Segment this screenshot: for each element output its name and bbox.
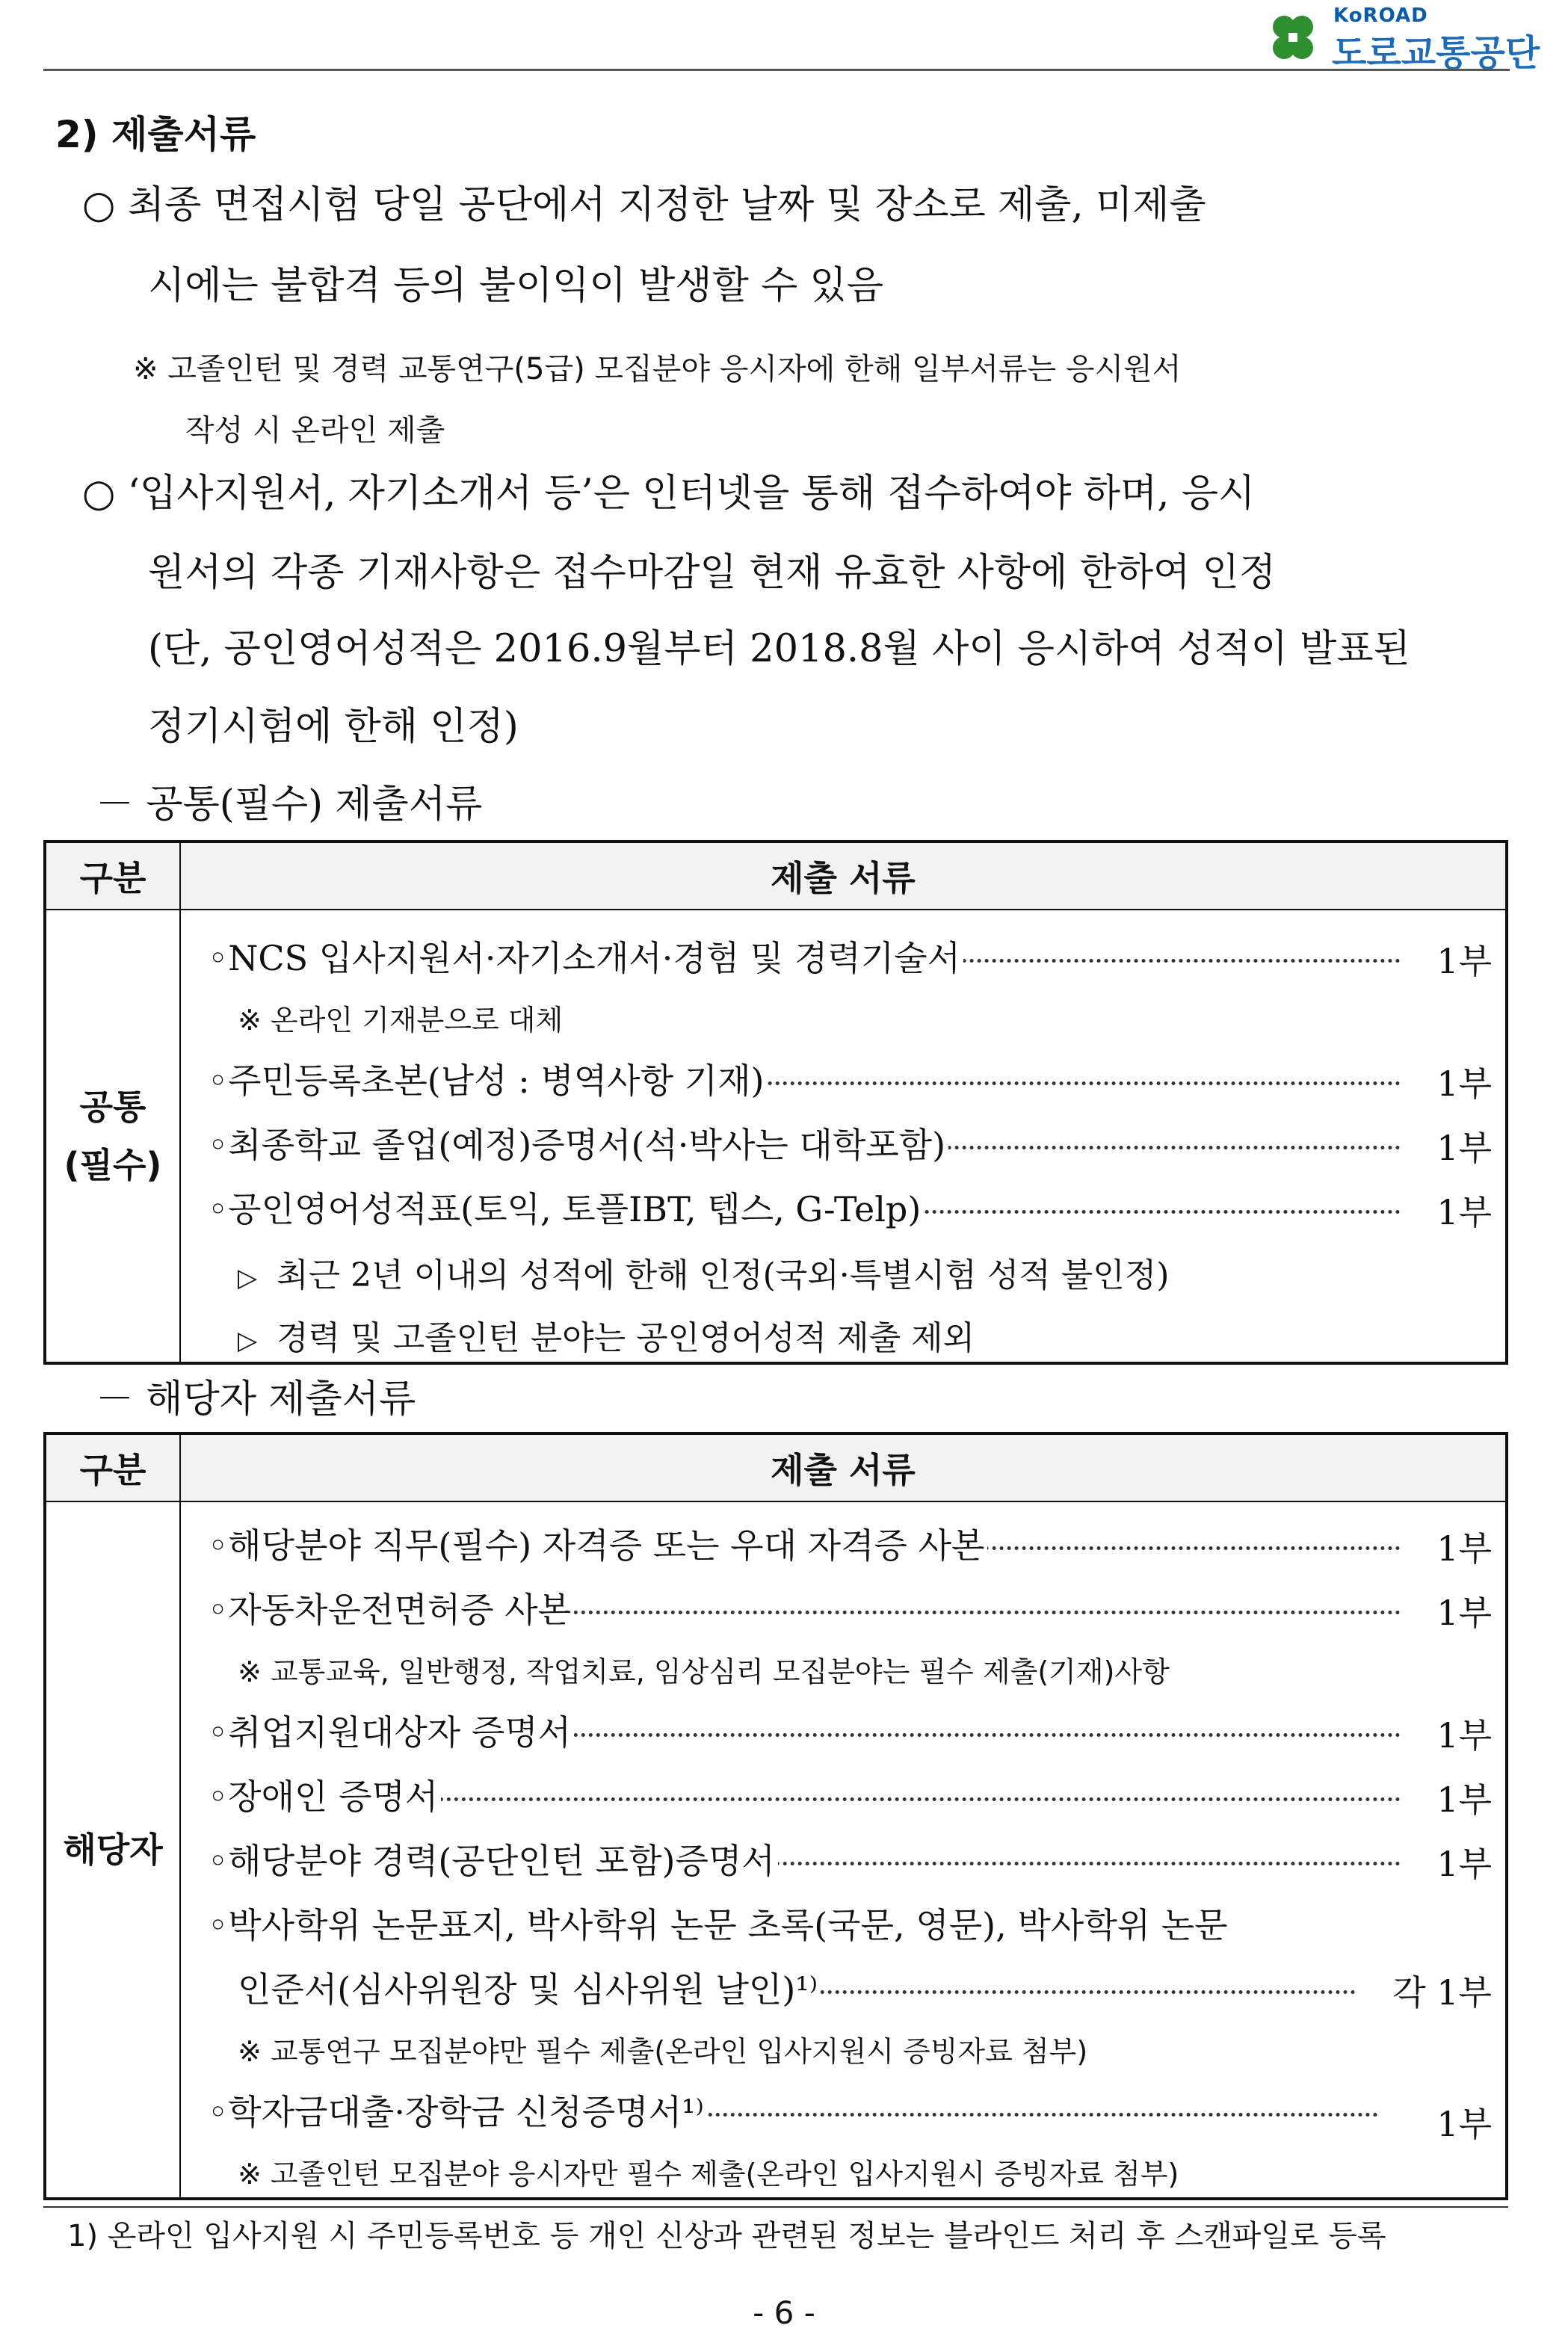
doc-item-qty: 각 1부 — [1392, 1972, 1492, 2013]
doc-item-label: ◦해당분야 직무(필수) 자격증 또는 우대 자격증 사본 — [208, 1525, 987, 1566]
doc-item-label: ◦최종학교 졸업(예정)증명서(석·박사는 대학포함) — [208, 1125, 948, 1165]
doc-item: ◦박사학위 논문표지, 박사학위 논문 초록(국문, 영문), 박사학위 논문 — [208, 1905, 1228, 1945]
relevant-items — [180, 1501, 1507, 2199]
doc-note: ※ 교통교육, 일반행정, 작업치료, 임상심리 모집분야는 필수 제출(기재)사항 — [238, 1655, 1170, 1688]
bullet1-line1: ○ 최종 면접시험 당일 공단에서 지정한 날짜 및 장소로 제출, 미제출 — [82, 183, 1206, 227]
footnote-rule — [43, 2206, 1508, 2208]
footnote: 1) 온라인 입사지원 시 주민등록번호 등 개인 신상과 관련된 정보는 블라인드 처리 후 스캔파일로 등록 — [67, 2219, 1386, 2253]
doc-item — [181, 1572, 1505, 1637]
logo-brand-text: KoROAD — [1333, 4, 1428, 27]
doc-item — [181, 1759, 1505, 1824]
logo-org-name: 도로교통공단 — [1332, 32, 1540, 74]
page-number: - 6 - — [753, 2294, 815, 2331]
common-items — [180, 910, 1507, 1363]
doc-item-label: ◦공인영어성적표(토익, 토플IBT, 텝스, G-Telp) — [208, 1189, 924, 1229]
common-docs-table — [43, 840, 1508, 1365]
header-rule — [43, 69, 1510, 71]
doc-item — [181, 2075, 1505, 2144]
doc-note: ※ 교통연구 모집분야만 필수 제출(온라인 입사지원시 증빙자료 첨부) — [238, 2035, 1088, 2068]
triangle-bullet-icon: ▷ — [238, 1326, 258, 1356]
doc-item-qty: 1부 — [1436, 1192, 1492, 1232]
doc-item — [181, 1043, 1505, 1108]
bullet2-line4: 정기시험에 한해 인정) — [148, 705, 519, 749]
doc-item — [181, 1172, 1505, 1236]
doc-item — [181, 1108, 1505, 1172]
doc-item-qty: 1부 — [1436, 941, 1492, 981]
category-common — [45, 910, 180, 1363]
col-category-header: 구분 — [45, 1433, 180, 1501]
doc-item-label: ◦학자금대출·장학금 신청증명서¹⁾ — [208, 2092, 707, 2132]
doc-subpoint: ▷ 경력 및 고졸인턴 분야는 공인영어성적 제출 제외 — [238, 1319, 975, 1357]
doc-item — [181, 1952, 1505, 2016]
koroad-logo — [1262, 4, 1540, 74]
doc-item-qty: 1부 — [1436, 1844, 1492, 1884]
doc-item-label: ◦해당분야 경력(공단인턴 포함)증명서 — [208, 1841, 778, 1881]
doc-item-label: ◦NCS 입사지원서·자기소개서·경험 및 경력기술서 — [208, 938, 963, 978]
bullet2-line1: ○ ‘입사지원서, 자기소개서 등’은 인터넷을 통해 접수하여야 하며, 응시 — [82, 472, 1256, 516]
doc-item-qty: 1부 — [1436, 2104, 1492, 2144]
doc-item-label: ◦취업지원대상자 증명서 — [208, 1712, 574, 1753]
note1-line1: ※ 고졸인턴 및 경력 교통연구(5급) 모집분야 응시자에 한해 일부서류는 응시원서 — [133, 352, 1182, 386]
doc-item-qty: 1부 — [1436, 1593, 1492, 1633]
bullet2-line2: 원서의 각종 기재사항은 접수마감일 현재 유효한 사항에 한하여 인정 — [148, 551, 1277, 595]
doc-item-qty: 1부 — [1436, 1064, 1492, 1104]
doc-item-label: ◦장애인 증명서 — [208, 1777, 441, 1817]
doc-note: ※ 고졸인턴 모집분야 응시자만 필수 제출(온라인 입사지원시 증빙자료 첨부) — [238, 2158, 1179, 2191]
category-common-line2: (필수) — [64, 1145, 162, 1185]
doc-item-label: ◦주민등록초본(남성 : 병역사항 기재) — [208, 1061, 768, 1101]
triangle-bullet-icon: ▷ — [238, 1263, 258, 1293]
note1-line2: 작성 시 온라인 제출 — [185, 413, 445, 448]
col-category-header: 구분 — [45, 842, 180, 910]
doc-item-label: ◦자동차운전면허증 사본 — [208, 1590, 574, 1630]
bullet2-line3: (단, 공인영어성적은 2016.9월부터 2018.8월 사이 응시하여 성적이 발표된 — [148, 627, 1410, 671]
col-documents-header: 제출 서류 — [180, 1433, 1507, 1501]
doc-note: ※ 온라인 기재분으로 대체 — [238, 1004, 564, 1037]
doc-item-label: 인준서(심사위원장 및 심사위원 날인)¹⁾ — [238, 1969, 821, 2010]
relevant-docs-title: － 해당자 제출서류 — [96, 1377, 416, 1422]
category-common-line1: 공통 — [79, 1087, 146, 1127]
doc-item-qty: 1부 — [1436, 1128, 1492, 1168]
category-relevant: 해당자 — [45, 1501, 180, 2199]
bullet1-line2: 시에는 불합격 등의 불이익이 발생할 수 있음 — [148, 264, 884, 308]
common-docs-title: － 공통(필수) 제출서류 — [96, 782, 483, 827]
doc-subpoint: ▷ 최근 2년 이내의 성적에 한해 인정(국외·특별시험 성적 불인정) — [238, 1256, 1170, 1294]
doc-item-qty: 1부 — [1436, 1528, 1492, 1569]
doc-item-qty: 1부 — [1436, 1715, 1492, 1756]
doc-item — [181, 1695, 1505, 1759]
section-heading: 2) 제출서류 — [55, 113, 256, 156]
doc-item-qty: 1부 — [1436, 1779, 1492, 1820]
doc-item — [181, 921, 1505, 985]
relevant-docs-table — [43, 1432, 1508, 2200]
col-documents-header: 제출 서류 — [180, 842, 1507, 910]
clover-logo-icon — [1262, 10, 1324, 64]
doc-item — [181, 1508, 1505, 1572]
doc-item — [181, 1824, 1505, 1888]
